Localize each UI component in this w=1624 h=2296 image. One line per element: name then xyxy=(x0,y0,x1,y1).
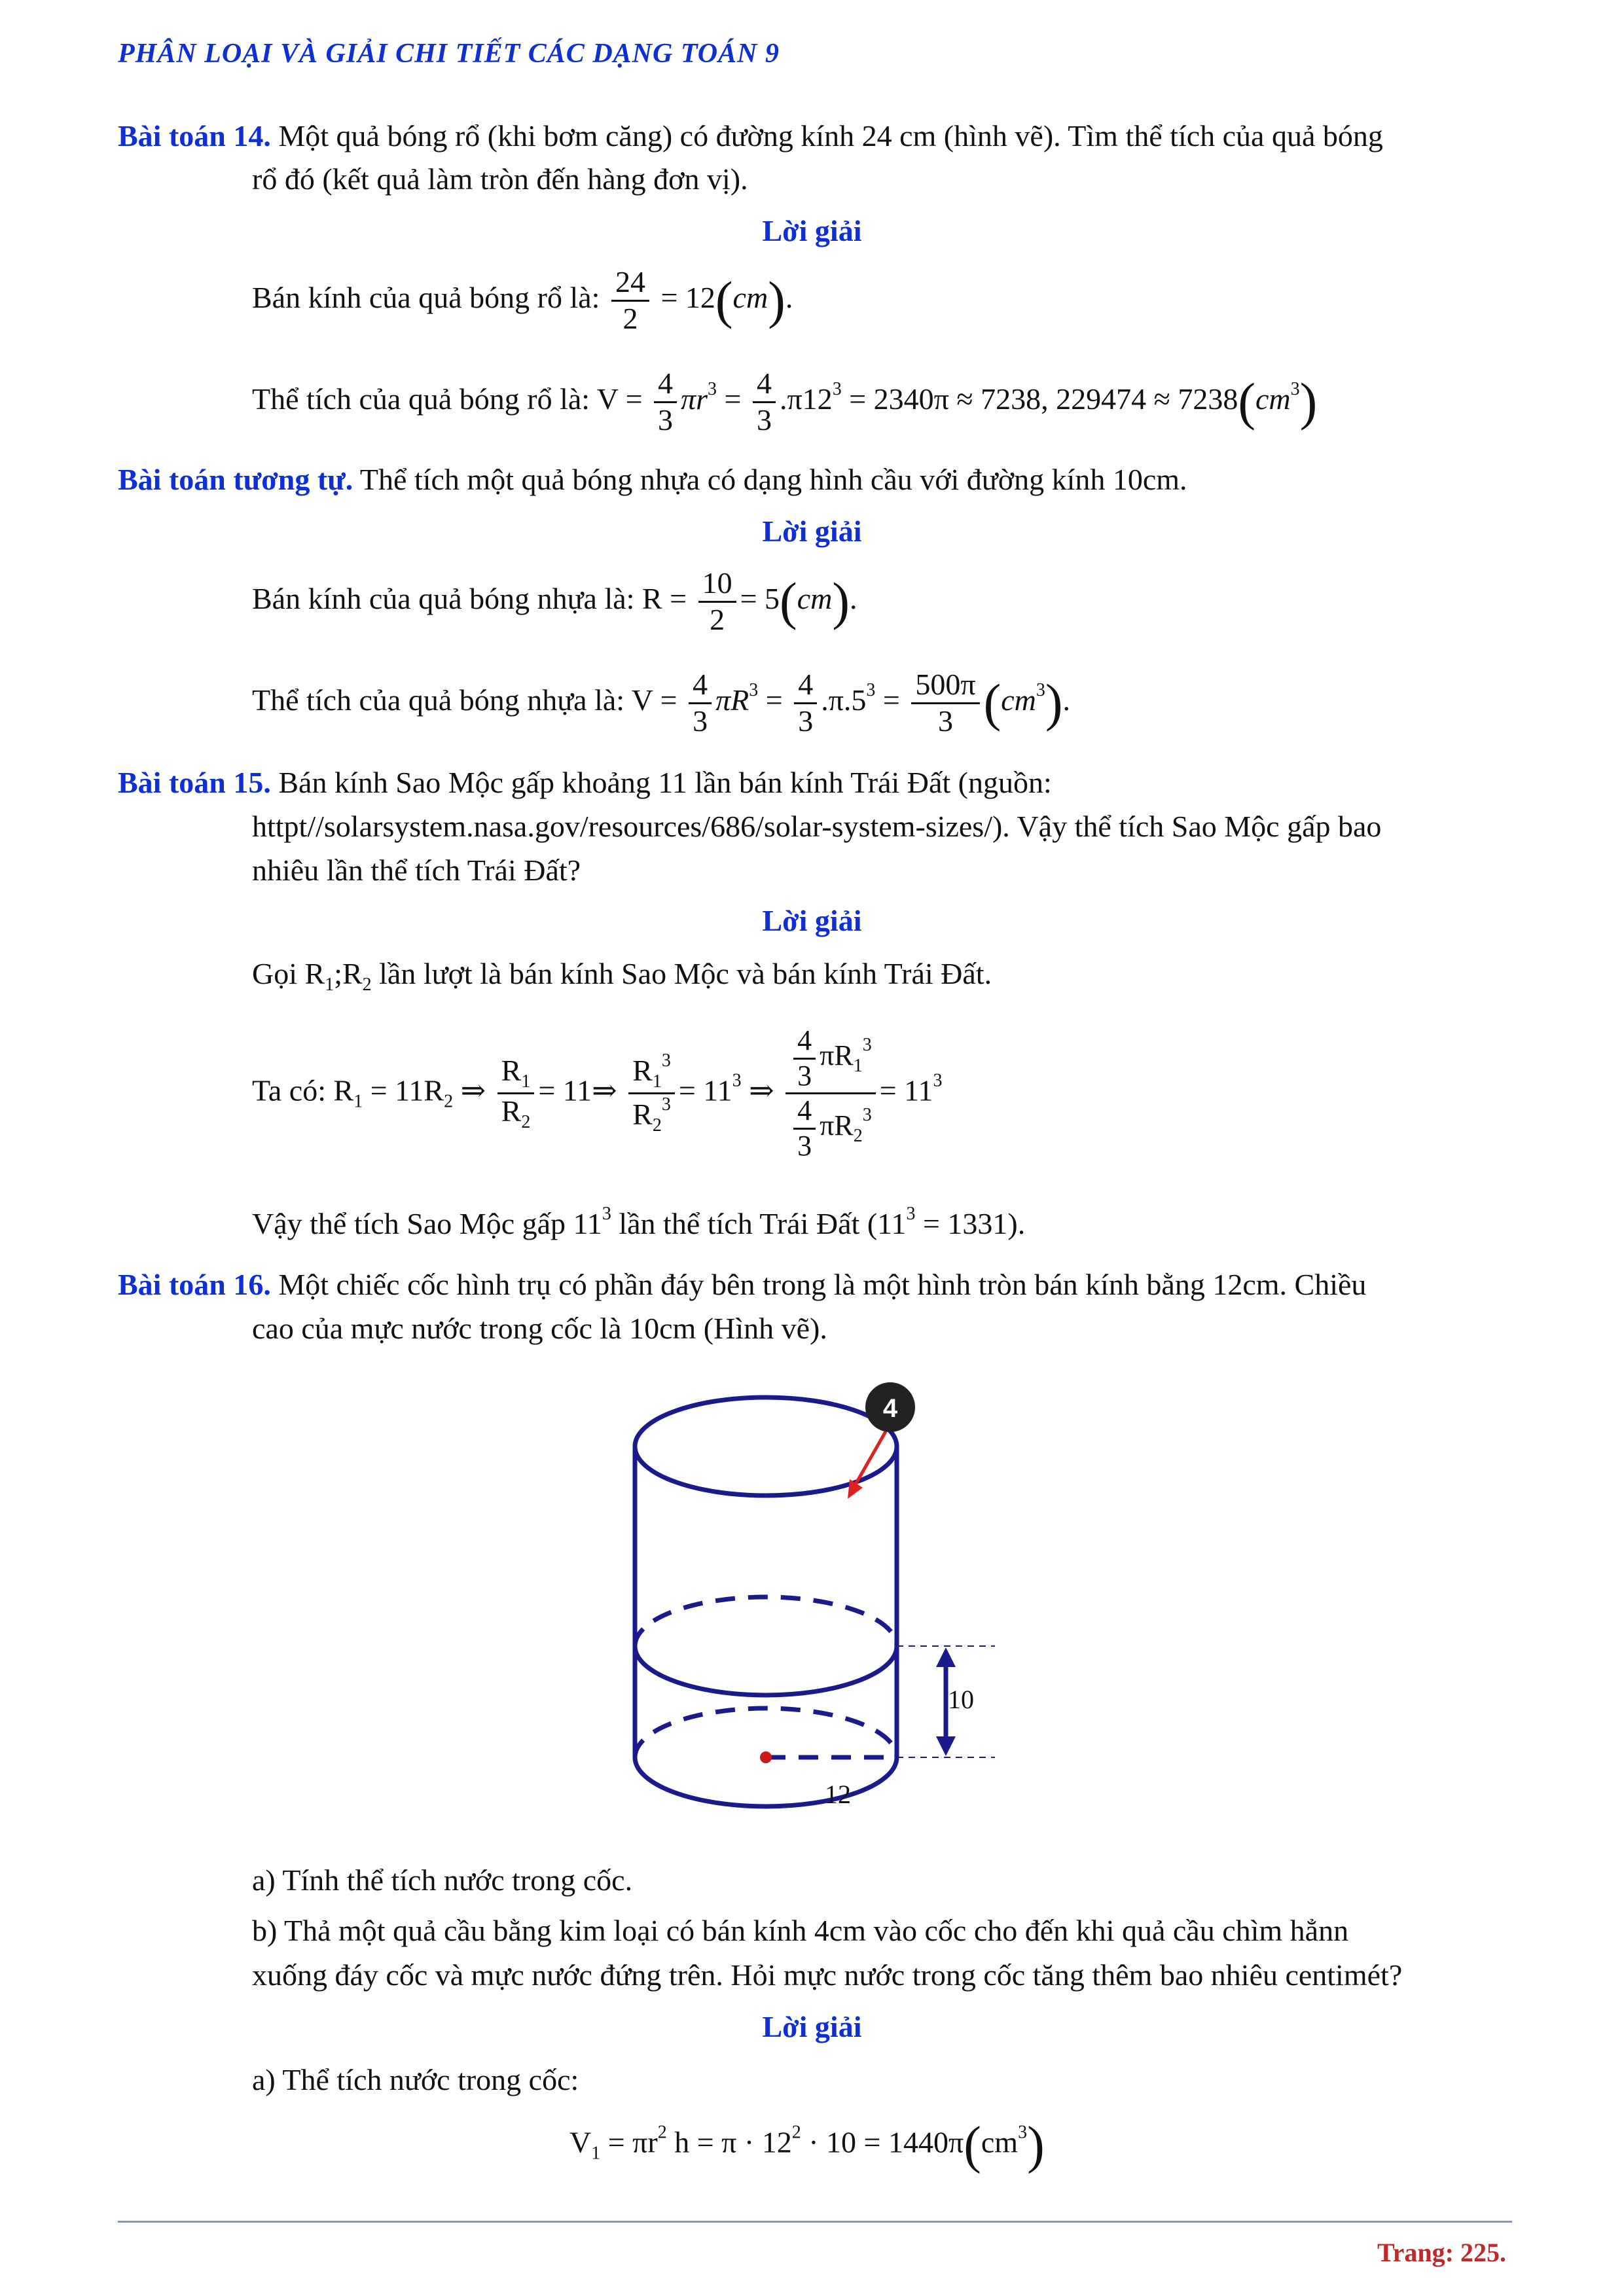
frac-num xyxy=(497,1054,535,1094)
subscript: 1 xyxy=(325,975,334,995)
period: . xyxy=(1062,683,1071,717)
frac-num: 10 xyxy=(698,566,736,603)
arrow-head-down xyxy=(936,1736,956,1756)
exponent: 3 xyxy=(862,1035,872,1056)
subscript: 1 xyxy=(591,2143,601,2164)
exponent: 3 xyxy=(862,1105,872,1126)
exponent: 3 xyxy=(661,1050,671,1071)
p14-radius-eq: = 12 xyxy=(660,280,715,314)
ball-marker-label: 4 xyxy=(882,1394,898,1423)
frac-den: 3 xyxy=(756,403,772,437)
frac-den: 3 xyxy=(797,1129,812,1162)
p14-radius-line xyxy=(252,265,793,336)
exponent: 3 xyxy=(749,679,759,700)
subscript: 2 xyxy=(853,1126,863,1147)
paren-open: ( xyxy=(1238,373,1255,431)
exponent: 3 xyxy=(1036,679,1045,700)
solution-title-16: Lời giải xyxy=(762,2010,862,2043)
p15-goi-line xyxy=(252,956,992,996)
conclusion-a: Vậy thể tích Sao Mộc gấp xyxy=(252,1207,573,1240)
pi-12: .π12 xyxy=(779,382,833,416)
solution-title-15: Lời giải xyxy=(762,904,862,937)
pi-r: = πr xyxy=(600,2125,658,2159)
problem-14-line2: rổ đó (kết quả làm tròn đến hàng đơn vị). xyxy=(252,162,748,196)
conclusion-e: = 1331). xyxy=(915,1207,1026,1240)
p14-volume-result: = 2340π ≈ 7238, 229474 ≈ 7238 xyxy=(841,382,1238,416)
problem-15-line3: nhiêu lần thể tích Trái Đất? xyxy=(252,853,581,887)
subscript: 1 xyxy=(521,1071,531,1092)
ps-radius-eq: = 5 xyxy=(740,581,780,615)
pi-r2: πR xyxy=(820,1109,854,1142)
r: R xyxy=(632,1054,653,1087)
taco-label: Ta có: R xyxy=(252,1073,354,1107)
frac-num: 4 xyxy=(793,1024,816,1060)
frac-den: 2 xyxy=(710,602,725,636)
unit: cm xyxy=(797,581,833,615)
frac-num: 4 xyxy=(794,668,817,704)
equals: = xyxy=(765,683,783,717)
eq-11: = 11 xyxy=(538,1073,592,1107)
paren-close: ) xyxy=(1299,373,1318,431)
conclusion-c: lần thể tích Trái Đất xyxy=(611,1207,867,1240)
period: . xyxy=(849,581,857,615)
subscript: 2 xyxy=(652,1115,662,1136)
exponent: 3 xyxy=(732,1070,742,1091)
problem-14-line1 xyxy=(118,118,1383,154)
conclusion-d: (11 xyxy=(867,1207,907,1240)
paren-open: ( xyxy=(780,573,797,631)
exponent: 3 xyxy=(602,1204,611,1224)
unit: cm xyxy=(1255,382,1291,416)
problem-14-label: Bài toán 14. xyxy=(118,119,271,152)
frac-den xyxy=(497,1094,535,1133)
subscript: 1 xyxy=(853,1056,863,1077)
exponent: 3 xyxy=(1290,378,1300,399)
frac-den: 3 xyxy=(693,704,708,738)
frac-den xyxy=(785,1094,876,1162)
implies-arrow: ⇒ xyxy=(749,1073,774,1107)
goi-text: lần lượt là bán kính Sao Mộc và bán kính Trái Đất. xyxy=(371,957,992,990)
goi-r: Gọi R xyxy=(252,957,325,990)
r: R xyxy=(501,1094,522,1128)
problem-15-line2: httpt//solarsystem.nasa.gov/resources/686/solar-system-sizes/). Vậy thể tích Sao Mộc gấp bao xyxy=(252,810,1382,843)
r: R xyxy=(501,1054,522,1087)
water-level-back xyxy=(635,1597,897,1646)
problem-16-line2: cao của mực nước trong cốc là 10cm (Hình vẽ). xyxy=(252,1312,827,1345)
pi-r1: πR xyxy=(820,1039,854,1072)
subscript: 2 xyxy=(444,1091,454,1112)
frac-den: 3 xyxy=(658,403,674,437)
frac-num: 24 xyxy=(611,265,649,302)
frac-den: 3 xyxy=(797,1059,812,1092)
exponent: 3 xyxy=(708,378,717,399)
fraction xyxy=(794,668,817,739)
fraction-r1c-r2c xyxy=(628,1050,675,1136)
fraction xyxy=(654,367,677,438)
arrow-head-up xyxy=(936,1647,956,1667)
question-b-line1: b) Thả một quả cầu bằng kim loại có bán kính 4cm vào cốc cho đến khi quả cầu chìm hẳnn xyxy=(252,1914,1349,1947)
fraction-r1-r2 xyxy=(497,1054,535,1133)
frac-den xyxy=(628,1094,675,1136)
footer-divider xyxy=(118,2221,1512,2223)
frac-num xyxy=(785,1024,876,1094)
solution-title-14: Lời giải xyxy=(762,214,862,247)
ps-radius-line xyxy=(252,566,857,637)
implies-arrow: ⇒ xyxy=(460,1073,486,1107)
exponent: 3 xyxy=(866,679,876,700)
cylinder-bottom-front xyxy=(635,1757,897,1806)
p14-radius-label: Bán kính của quả bóng rổ là: xyxy=(252,280,600,314)
problem-16-line1 xyxy=(118,1266,1366,1302)
problem-16-label: Bài toán 16. xyxy=(118,1268,271,1301)
center-point xyxy=(760,1751,772,1763)
conclusion-11: 11 xyxy=(573,1207,602,1240)
unit: cm xyxy=(732,280,768,314)
exponent: 3 xyxy=(661,1094,671,1115)
equals: = xyxy=(882,683,900,717)
solution-title-similar: Lời giải xyxy=(762,514,862,548)
fraction xyxy=(793,1094,816,1162)
frac-num: 4 xyxy=(654,367,677,403)
p15-taco-line xyxy=(252,1024,942,1162)
pointer-arrow xyxy=(851,1424,890,1492)
paren-close: ) xyxy=(1027,2117,1045,2174)
frac-num xyxy=(628,1050,675,1094)
cylinder-bottom-back xyxy=(635,1708,897,1757)
equals: = xyxy=(724,382,742,416)
unit: cm xyxy=(1001,683,1036,717)
cylinder-figure xyxy=(589,1365,1060,1849)
eq-11-cubed: = 11 xyxy=(879,1073,933,1107)
frac-den: 3 xyxy=(798,704,814,738)
height-label: 10 xyxy=(948,1685,974,1714)
r: R xyxy=(632,1098,653,1132)
fraction xyxy=(689,668,712,739)
p14-radius-fraction xyxy=(611,265,649,336)
fraction xyxy=(698,566,736,637)
unit: cm xyxy=(981,2125,1019,2159)
paren-close: ) xyxy=(832,573,850,631)
similar-problem-line xyxy=(118,461,1187,497)
exponent: 2 xyxy=(791,2122,801,2143)
frac-den: 3 xyxy=(937,704,953,738)
water-level-front xyxy=(635,1646,897,1695)
p15-conclusion-line xyxy=(252,1203,1025,1242)
ps-radius-label: Bán kính của quả bóng nhựa là: R = xyxy=(252,581,687,615)
p14-volume-label: Thể tích của quả bóng rổ là: V = xyxy=(252,382,643,416)
pi-r: πr xyxy=(681,382,708,416)
frac-num: 500π xyxy=(911,668,979,704)
exponent: 3 xyxy=(832,378,842,399)
v1-result: · 10 = 1440π xyxy=(801,2125,964,2159)
period: . xyxy=(785,280,793,314)
ps-volume-label: Thể tích của quả bóng nhựa là: V = xyxy=(252,683,677,717)
problem-15-label: Bài toán 15. xyxy=(118,766,271,799)
problem-15-line1 xyxy=(118,764,1052,800)
h-pi-12: h = π · 12 xyxy=(666,2125,792,2159)
page-number: Trang: 225. xyxy=(1377,2238,1506,2267)
fraction xyxy=(793,1024,816,1092)
exponent: 3 xyxy=(906,1204,916,1224)
exponent: 3 xyxy=(1018,2122,1028,2143)
problem-15-text1: Bán kính Sao Mộc gấp khoảng 11 lần bán kính Trái Đất (nguồn: xyxy=(270,766,1052,799)
exponent: 2 xyxy=(657,2122,667,2143)
goi-r2: ;R xyxy=(334,957,363,990)
problem-16-text1: Một chiếc cốc hình trụ có phần đáy bên trong là một hình tròn bán kính bằng 12cm. Chiều xyxy=(270,1268,1367,1301)
fraction xyxy=(911,668,979,739)
frac-num: 4 xyxy=(793,1094,816,1130)
fraction xyxy=(753,367,776,438)
frac-den: 2 xyxy=(623,301,638,335)
p14-volume-line xyxy=(252,367,1317,438)
paren-close: ) xyxy=(768,272,785,330)
subscript: 1 xyxy=(353,1091,363,1112)
subscript: 2 xyxy=(521,1112,531,1133)
fraction-volume-ratio xyxy=(785,1024,876,1162)
eq-11-cubed: = 11 xyxy=(678,1073,732,1107)
frac-num: 4 xyxy=(753,367,776,403)
solution-a-label: a) Thể tích nước trong cốc: xyxy=(252,2063,579,2096)
paren-open: ( xyxy=(964,2117,981,2174)
pi-R: πR xyxy=(715,683,749,717)
question-b-line2: xuống đáy cốc và mực nước đứng trên. Hỏi mực nước trong cốc tăng thêm bao nhiêu centimét? xyxy=(252,1958,1403,1992)
implies-arrow: ⇒ xyxy=(592,1073,617,1107)
question-a: a) Tính thể tích nước trong cốc. xyxy=(252,1863,633,1897)
radius-label: 12 xyxy=(825,1780,851,1809)
ps-volume-line xyxy=(252,668,1070,739)
eq-11r2: = 11R xyxy=(363,1073,444,1107)
paren-open: ( xyxy=(983,674,1001,732)
page-header: PHÂN LOẠI VÀ GIẢI CHI TIẾT CÁC DẠNG TOÁN 9 xyxy=(118,39,780,69)
subscript: 2 xyxy=(362,975,372,995)
paren-close: ) xyxy=(1045,674,1063,732)
exponent: 3 xyxy=(933,1070,943,1091)
paren-open: ( xyxy=(715,272,733,330)
v: V xyxy=(569,2125,592,2159)
v1-formula xyxy=(569,2114,1045,2177)
frac-num: 4 xyxy=(689,668,712,704)
subscript: 1 xyxy=(652,1071,662,1092)
similar-problem-text: Thể tích một quả bóng nhựa có dạng hình cầu với đường kính 10cm. xyxy=(353,463,1187,496)
pi-5: .π.5 xyxy=(821,683,867,717)
problem-14-text1: Một quả bóng rổ (khi bơm căng) có đường kính 24 cm (hình vẽ). Tìm thể tích của quả bóng xyxy=(270,119,1383,152)
similar-problem-label: Bài toán tương tự. xyxy=(118,463,353,496)
